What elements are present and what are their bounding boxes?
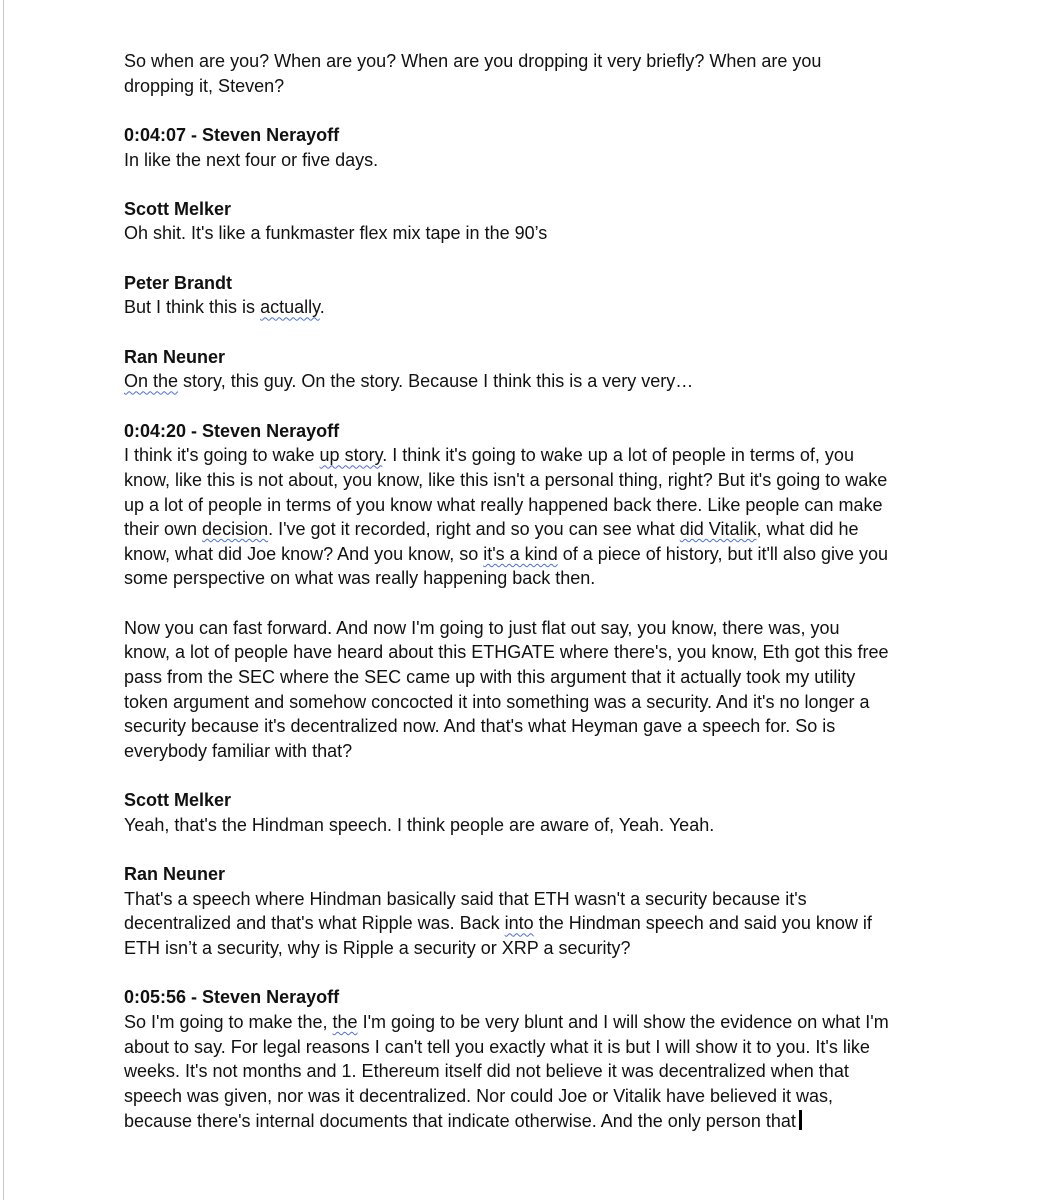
transcript-line (124, 517, 889, 542)
spellcheck-flagged-word[interactable]: actually (260, 297, 320, 318)
transcript-line (124, 813, 889, 838)
text-segment: everybody familiar with that? (124, 740, 353, 761)
text-segment: Now you can fast forward. And now I'm going to just flat out say, you know, there was, you (124, 617, 840, 638)
text-segment: story, this guy. On the story. Because I think this is a very very… (178, 371, 694, 392)
text-segment: some perspective on what was really happening back then. (124, 568, 596, 589)
transcript-line (124, 74, 889, 99)
text-segment: of a piece of history, but it'll also give you (557, 543, 888, 564)
text-segment: token argument and somehow concocted it into something was a security. And it's no longer a (124, 691, 870, 712)
text-segment: know, like this is not about, you know, like this isn't a personal thing, right? But it's going to wake (124, 469, 888, 490)
spellcheck-flagged-word[interactable]: did Vitalik (679, 519, 757, 540)
paragraph-spacer (124, 764, 889, 789)
speaker-heading: Ran Neuner (124, 346, 226, 367)
transcript-line (124, 295, 889, 320)
text-segment: about to say. For legal reasons I can't tell you exactly what it is but I will show it to you. It's like (124, 1036, 870, 1057)
speaker-heading: Ran Neuner (124, 864, 226, 885)
transcript-line (124, 640, 889, 665)
transcript-line (124, 1084, 889, 1109)
transcript-line (124, 1035, 889, 1060)
text-segment: speech was given, nor was it decentralized. Nor could Joe or Vitalik have believed it was, (124, 1085, 834, 1106)
transcript-line (124, 1059, 889, 1084)
paragraph-spacer (124, 591, 889, 616)
speaker-heading: 0:04:07 - Steven Nerayoff (124, 124, 340, 145)
transcript-line (124, 566, 889, 591)
spellcheck-flagged-word[interactable]: On the (124, 371, 179, 392)
text-segment: Oh shit. It's like a funkmaster flex mix tape in the 90’s (124, 223, 548, 244)
text-segment: weeks. It's not months and 1. Ethereum itself did not believe it was decentralized when that (124, 1061, 849, 1082)
spellcheck-flagged-word[interactable]: decision (202, 519, 269, 540)
text-segment: But I think this is (124, 297, 261, 318)
transcript-line (124, 936, 889, 961)
text-segment: dropping it, Steven? (124, 75, 285, 96)
text-segment: That's a speech where Hindman basically said that ETH wasn't a security because it's (124, 888, 807, 909)
transcript-line (124, 148, 889, 173)
text-segment: . I think it's going to wake up a lot of people in terms of, you (382, 445, 854, 466)
text-segment: I'm going to be very blunt and I will show the evidence on what I'm (357, 1011, 889, 1032)
text-segment: So when are you? When are you? When are you dropping it very briefly? When are you (124, 51, 822, 71)
text-segment: their own (124, 519, 203, 540)
speaker-heading: 0:05:56 - Steven Nerayoff (124, 987, 340, 1008)
transcript-line (124, 221, 889, 246)
transcript-line (124, 49, 889, 74)
paragraph-spacer (124, 98, 889, 123)
transcript-line (124, 714, 889, 739)
text-segment: Yeah, that's the Hindman speech. I think people are aware of, Yeah. Yeah. (124, 814, 715, 835)
paragraph-spacer (124, 246, 889, 271)
spellcheck-flagged-word[interactable]: it's a kind (483, 543, 558, 564)
speaker-heading: Scott Melker (124, 790, 232, 811)
document-body[interactable] (124, 49, 889, 1133)
paragraph-spacer (124, 838, 889, 863)
transcript-line (124, 443, 889, 468)
transcript-line (124, 1109, 889, 1134)
paragraph-spacer (124, 172, 889, 197)
text-segment: because there's internal documents that indicate otherwise. And the only person that (124, 1110, 796, 1131)
transcript-line (124, 542, 889, 567)
spellcheck-flagged-word[interactable]: into (504, 913, 534, 934)
transcript-line (124, 369, 889, 394)
paragraph-spacer (124, 961, 889, 986)
page-left-border (3, 0, 4, 1200)
transcript-line (124, 690, 889, 715)
transcript-line (124, 887, 889, 912)
text-segment: the Hindman speech and said you know if (533, 913, 872, 934)
transcript-line (124, 493, 889, 518)
text-segment: decentralized and that's what Ripple was. Back (124, 913, 505, 934)
spellcheck-flagged-word[interactable]: the (332, 1011, 358, 1032)
text-segment: . (319, 297, 325, 318)
text-segment: up a lot of people in terms of you know what really happened back there. Like people can make (124, 494, 883, 515)
text-segment: know, a lot of people have heard about this ETHGATE where there's, you know, Eth got this free (124, 642, 889, 663)
transcript-line (124, 911, 889, 936)
text-segment: I think it's going to wake (124, 445, 320, 466)
text-segment: security because it's decentralized now. And that's what Heyman gave a speech for. So is (124, 716, 836, 737)
transcript-line (124, 665, 889, 690)
text-segment: In like the next four or five days. (124, 149, 379, 170)
text-cursor (799, 1110, 802, 1130)
text-segment: pass from the SEC where the SEC came up with this argument that it actually took my utility (124, 667, 856, 688)
paragraph-spacer (124, 320, 889, 345)
transcript-line (124, 616, 889, 641)
text-segment: So I'm going to make the, (124, 1011, 333, 1032)
transcript-line (124, 739, 889, 764)
transcript-line (124, 468, 889, 493)
text-segment: . I've got it recorded, right and so you can see what (268, 519, 680, 540)
paragraph-spacer (124, 394, 889, 419)
text-segment: , what did he (756, 519, 859, 540)
text-segment: ETH isn’t a security, why is Ripple a security or XRP a security? (124, 938, 631, 959)
spellcheck-flagged-word[interactable]: up story (319, 445, 383, 466)
speaker-heading: 0:04:20 - Steven Nerayoff (124, 420, 340, 441)
text-segment: know, what did Joe know? And you know, so (124, 543, 484, 564)
transcript-line (124, 1010, 889, 1035)
speaker-heading: Peter Brandt (124, 272, 233, 293)
speaker-heading: Scott Melker (124, 198, 232, 219)
